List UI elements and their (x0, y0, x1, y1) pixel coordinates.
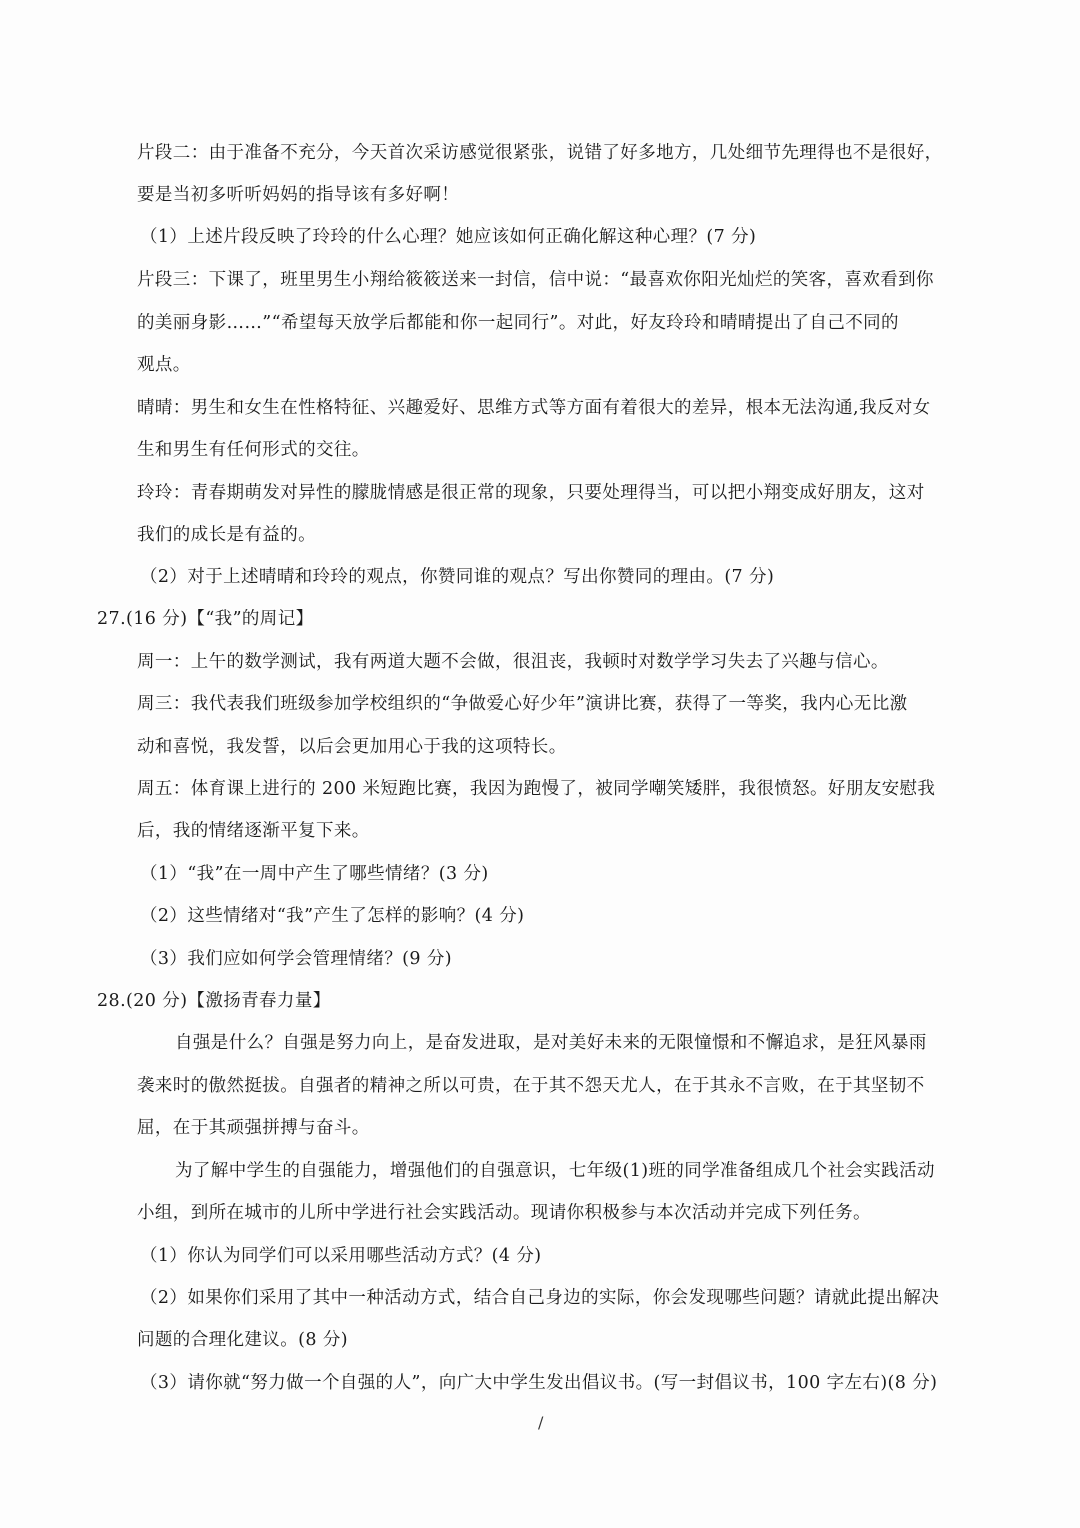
q27-monday: 周一：上午的数学测试，我有两道大题不会做，很沮丧，我顿时对数学学习失去了兴趣与信心。 (137, 652, 889, 672)
question-27-1: （1）“我”在一周中产生了哪些情绪？(3 分) (140, 864, 489, 884)
question-28-1: （1）你认为同学们可以采用哪些活动方式？(4 分) (140, 1246, 542, 1266)
question-27-2: （2）这些情绪对“我”产生了怎样的影响？(4 分) (140, 906, 525, 926)
q28-passage-1-line-2: 袭来时的傲然挺拔。自强者的精神之所以可贵，在于其不怨天尤人，在于其永不言败，在于其坚韧不 (137, 1076, 925, 1096)
q27-wednesday-line-2: 动和喜悦，我发誓，以后会更加用心于我的这项特长。 (137, 737, 567, 757)
qingqing-view-line-1: 晴晴：男生和女生在性格特征、兴趣爱好、思维方式等方面有着很大的差异，根本无法沟通,我反对女 (137, 398, 931, 418)
q28-passage-2-line-2: 小组，到所在城市的儿所中学进行社会实践活动。现请你积极参与本次活动并完成下列任务。 (137, 1203, 871, 1223)
question-27-3: （3）我们应如何学会管理情绪？(9 分) (140, 949, 452, 969)
lingling-view-line-1: 玲玲：青春期萌发对异性的朦胧情感是很正常的现象，只要处理得当，可以把小翔变成好朋友，这对 (137, 483, 925, 503)
q28-passage-1-line-1: 自强是什么？自强是努力向上，是奋发进取，是对美好未来的无限憧憬和不懈追求，是狂风暴雨 (175, 1033, 927, 1053)
question-28-3: （3）请你就“努力做一个自强的人”，向广大中学生发出倡议书。(写一封倡议书，100 字左右)(8 分) (140, 1373, 938, 1393)
q27-friday-line-2: 后，我的情绪逐渐平复下来。 (137, 821, 370, 841)
question-26-2: （2）对于上述晴晴和玲玲的观点，你赞同谁的观点？写出你赞同的理由。(7 分) (140, 567, 775, 587)
question-27-title: 27.(16 分)【“我”的周记】 (97, 609, 314, 629)
question-28-title: 28.(20 分)【激扬青春力量】 (97, 991, 331, 1011)
question-26-1: （1）上述片段反映了玲玲的什么心理？她应该如何正确化解这种心理？(7 分) (140, 227, 757, 247)
question-28-2-line-1: （2）如果你们采用了其中一种活动方式，结合自己身边的实际，你会发现哪些问题？请就此提出解决 (140, 1288, 940, 1308)
q27-wednesday-line-1: 周三：我代表我们班级参加学校组织的“争做爱心好少年”演讲比赛，获得了一等奖，我内心无比激 (137, 694, 908, 714)
fragment-2-line-1: 片段二：由于准备不充分，今天首次采访感觉很紧张，说错了好多地方，几处细节先理得也不是很好， (137, 143, 943, 163)
q27-friday-line-1: 周五：体育课上进行的 200 米短跑比赛，我因为跑慢了，被同学嘲笑矮胖，我很愤怒。好朋友安慰我 (137, 779, 936, 799)
fragment-3-line-3: 观点。 (137, 355, 191, 375)
question-28-2-line-2: 问题的合理化建议。(8 分) (137, 1330, 348, 1350)
fragment-3-line-2: 的美丽身影……”“希望每天放学后都能和你一起同行”。对此，好友玲玲和晴晴提出了自己不同的 (137, 313, 899, 333)
page-footer-mark: / (538, 1413, 544, 1432)
fragment-2-line-2: 要是当初多听听妈妈的指导该有多好啊！ (137, 185, 460, 205)
qingqing-view-line-2: 生和男生有任何形式的交往。 (137, 440, 370, 460)
q28-passage-1-line-3: 屈，在于其顽强拼搏与奋斗。 (137, 1118, 370, 1138)
q28-passage-2-line-1: 为了解中学生的自强能力，增强他们的自强意识，七年级(1)班的同学准备组成几个社会实践活动 (175, 1161, 935, 1181)
fragment-3-line-1: 片段三：下课了，班里男生小翔给筱筱送来一封信，信中说：“最喜欢你阳光灿烂的笑客，喜欢看到你 (137, 270, 934, 290)
lingling-view-line-2: 我们的成长是有益的。 (137, 525, 316, 545)
